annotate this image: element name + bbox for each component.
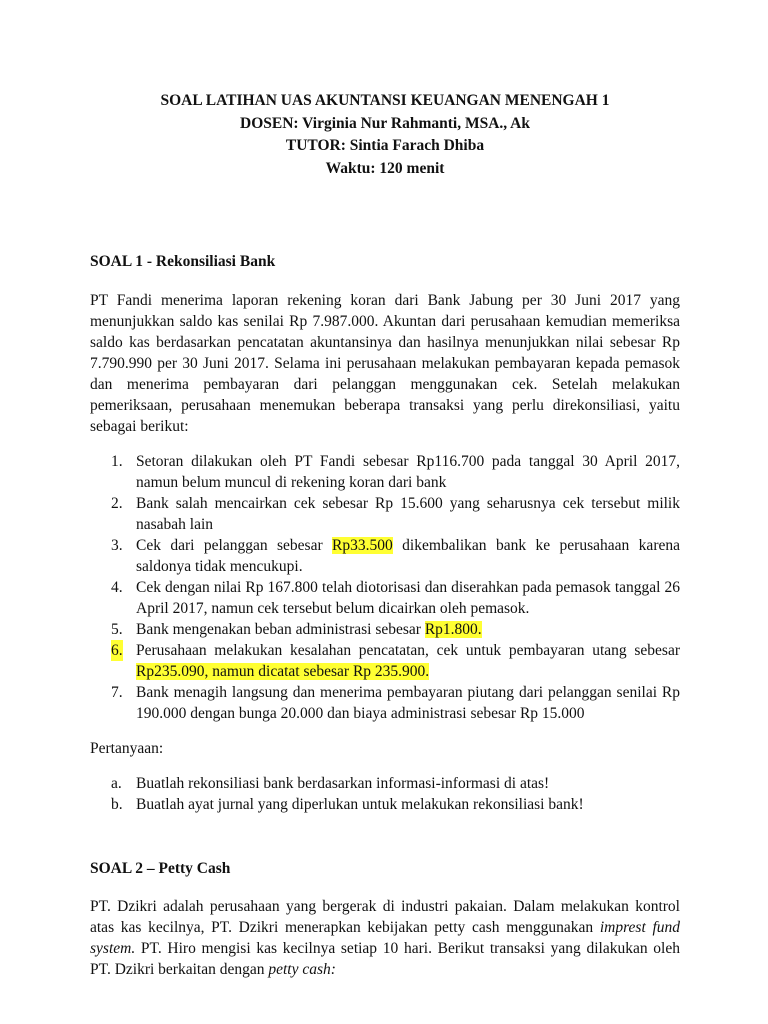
duration-line: Waktu: 120 menit [325, 159, 445, 177]
highlighted-amount: Rp33.500 [332, 537, 393, 554]
list-item: 4. Cek dengan nilai Rp 167.800 telah diotorisasi dan diserahkan pada pemasok tanggal 26 April 2017, namun cek tersebut belum dicairkan oleh pemasok. [111, 579, 680, 617]
exam-title: SOAL LATIHAN UAS AKUNTANSI KEUANGAN MENENGAH 1 [160, 92, 610, 109]
soal2-title: SOAL 2 – Petty Cash [90, 860, 231, 877]
soal1-title: SOAL 1 - Rekonsiliasi Bank [90, 253, 276, 270]
list-item: b. Buatlah ayat jurnal yang diperlukan untuk melakukan rekonsiliasi bank! [111, 796, 584, 813]
tutor-line: TUTOR: Sintia Farach Dhiba [285, 137, 485, 154]
lecturer-line: DOSEN: Virginia Nur Rahmanti, MSA., Ak [240, 114, 530, 132]
document-header [90, 90, 680, 180]
list-item: 1. Setoran dilakukan oleh PT Fandi sebesar Rp116.700 pada tanggal 30 April 2017, namun belum muncul di rekening koran dari bank [111, 453, 680, 491]
highlighted-amount: Rp1.800. [424, 621, 482, 638]
list-item: 3. Cek dari pelanggan sebesar Rp33.500 dikembalikan bank ke perusahaan karena saldonya tidak mencukupi. [111, 537, 680, 575]
list-item: 5. Bank mengenakan beban administrasi sebesar Rp1.800. [111, 621, 482, 638]
list-item: 6. Perusahaan melakukan kesalahan pencatatan, cek untuk pembayaran utang sebesar Rp235.090, namun dicatat sebesar Rp 235.900. [111, 642, 680, 680]
list-item: 2. Bank salah mencairkan cek sebesar Rp 15.600 yang seharusnya cek tersebut milik nasabah lain [111, 495, 680, 533]
soal1-question-list [90, 773, 680, 815]
soal1-transaction-list [90, 451, 680, 724]
soal2-intro: PT. Dzikri adalah perusahaan yang bergerak di industri pakaian. Dalam melakukan kontrol atas kas kecilnya, PT. Dzikri menerapkan kebijakan petty cash menggunakan imprest fund system. PT. Hiro mengisi kas kecilnya setiap 10 hari. Berikut transaksi yang dilakukan oleh PT. Dzikri berkaitan dengan petty cash: [90, 898, 681, 978]
question-label: Pertanyaan: [90, 740, 164, 757]
list-item: a. Buatlah rekonsiliasi bank berdasarkan informasi-informasi di atas! [111, 775, 550, 792]
soal1-intro: PT Fandi menerima laporan rekening koran dari Bank Jabung per 30 Juni 2017 yang menunjukkan saldo kas senilai Rp 7.987.000. Akuntan dari perusahaan kemudian memeriksa saldo kas berdasarkan pencatatan akuntansinya dan hasilnya menunjukkan nilai sebesar Rp 7.790.990 per 30 Juni 2017. Selama ini perusahaan melakukan pembayaran kepada pemasok dan menerima pembayaran dari pelanggan menggunakan cek. Setelah melakukan pemeriksaan, perusahaan menemukan beberapa transaksi yang perlu direkonsiliasi, yaitu sebagai berikut: [90, 292, 680, 435]
document-page [90, 90, 680, 980]
list-item: 7. Bank menagih langsung dan menerima pembayaran piutang dari pelanggan senilai Rp 190.000 dengan bunga 20.000 dan biaya administrasi sebesar Rp 15.000 [111, 684, 680, 722]
highlighted-amount: Rp235.090, namun dicatat sebesar Rp 235.900. [136, 663, 430, 680]
